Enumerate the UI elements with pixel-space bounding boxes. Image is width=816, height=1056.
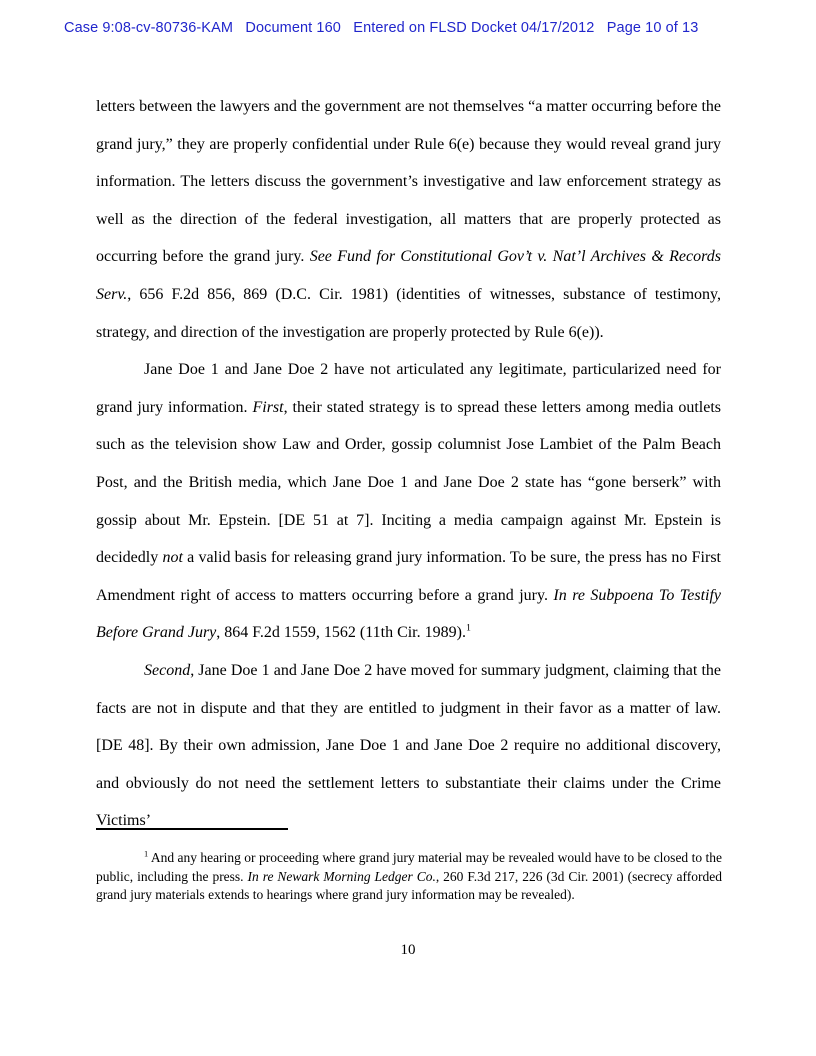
footnote-text: And any hearing or proceeding where grand jury material may be revealed would have to be closed to the public, including the press. In re Newark Morning Ledger Co., 260 F.3d 217, 226 (3d Cir. 2001) (secrecy afforded grand jury materials extends to hearings where grand jury information may be revealed). [96, 850, 722, 903]
footnote-paragraph [96, 849, 722, 905]
document-body [96, 88, 721, 840]
paragraph: Second, Jane Doe 1 and Jane Doe 2 have moved for summary judgment, claiming that the facts are not in dispute and that they are entitled to judgment in their favor as a matter of law. [DE 48]. By their own admission, Jane Doe 1 and Jane Doe 2 require no additional discovery, and obviously do not need the settlement letters to substantiate their claims under the Crime Victims’ [96, 661, 721, 830]
paragraph: Jane Doe 1 and Jane Doe 2 have not articulated any legitimate, particularized need for grand jury information. First, their stated strategy is to spread these letters among media outlets such as the television show Law and Order, gossip columnist Jose Lambiet of the Palm Beach Post, and the British media, which Jane Doe 1 and Jane Doe 2 state has “gone berserk” with gossip about Mr. Epstein. [DE 51 at 7]. Inciting a media campaign against Mr. Epstein is decidedly not a valid basis for releasing grand jury information. To be sure, the press has no First Amendment right of access to matters occurring before a grand jury. In re Subpoena To Testify Before Grand Jury, 864 F.2d 1559, 1562 (11th Cir. 1989).$^1$ [96, 361, 722, 642]
paragraph: letters between the lawyers and the government are not themselves “a matter occurring before the grand jury,” they are properly confidential under Rule 6(e) because they would reveal grand jury information. The letters discuss the government’s investigative and law enforcement strategy as well as the direction of the federal investigation, all matters that are properly protected as occurring before the grand jury. See Fund for Constitutional Gov’t v. Nat’l Archives & Records Serv., 656 F.2d 856, 869 (D.C. Cir. 1981) (identities of witnesses, substance of testimony, strategy, and direction of the investigation are properly protected by Rule 6(e)). [96, 98, 721, 341]
footnote-separator [96, 828, 288, 830]
footnote [96, 849, 722, 905]
footnote-number: 1 [144, 849, 149, 859]
case-stamp-header: Case 9:08-cv-80736-KAM Document 160 Entered on FLSD Docket 04/17/2012 Page 10 of 13 [64, 20, 699, 36]
page-number: 10 [400, 942, 416, 958]
